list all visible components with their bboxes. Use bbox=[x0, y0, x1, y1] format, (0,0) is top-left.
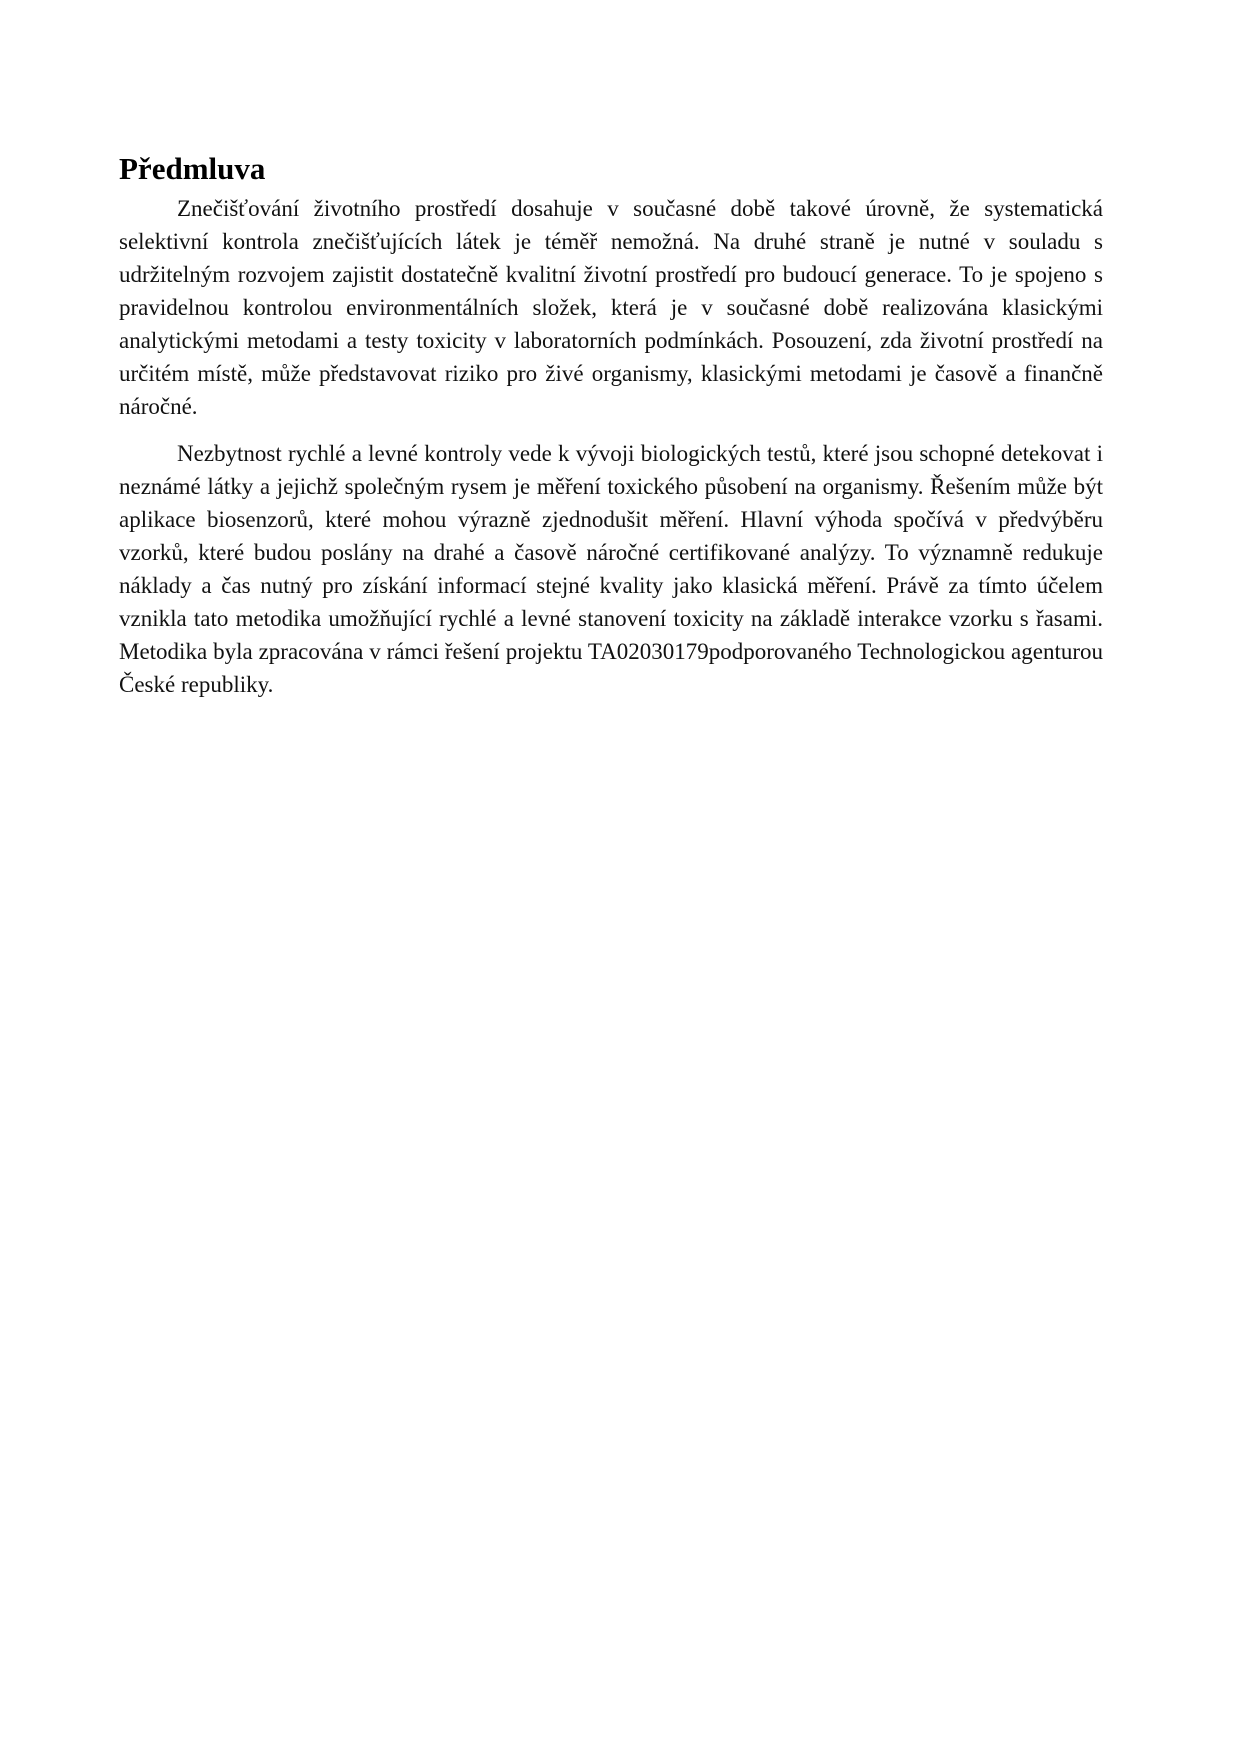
page-title: Předmluva bbox=[119, 151, 266, 186]
document-body bbox=[119, 150, 1103, 715]
paragraph-1: Znečišťování životního prostředí dosahuje v současné době takové úrovně, že systematická selektivní kontrola znečišťujících látek je téměř nemožná. Na druhé straně je nutné v souladu s udržitelným rozvojem zajistit dostatečně kvalitní životní prostředí pro budoucí generace. To je spojeno s pravidelnou kontrolou environmentálních složek, která je v současné době realizována klasickými analytickými metodami a testy toxicity v laboratorních podmínkách. Posouzení, zda životní prostředí na určitém místě, může představovat riziko pro živé organismy, klasickými metodami je časově a finančně náročné. bbox=[119, 196, 1103, 419]
paragraph-2: Nezbytnost rychlé a levné kontroly vede k vývoji biologických testů, které jsou schopné detekovat i neznámé látky a jejichž společným rysem je měření toxického působení na organismy. Řešením může být aplikace biosenzorů, které mohou výrazně zjednodušit měření. Hlavní výhoda spočívá v předvýběru vzorků, které budou poslány na drahé a časově náročné certifikované analýzy. To významně redukuje náklady a čas nutný pro získání informací stejné kvality jako klasická měření. Právě za tímto účelem vznikla tato metodika umožňující rychlé a levné stanovení toxicity na základě interakce vzorku s řasami. Metodika byla zpracována v rámci řešení projektu TA02030179podporovaného Technologickou agenturou České republiky. bbox=[119, 441, 1103, 697]
